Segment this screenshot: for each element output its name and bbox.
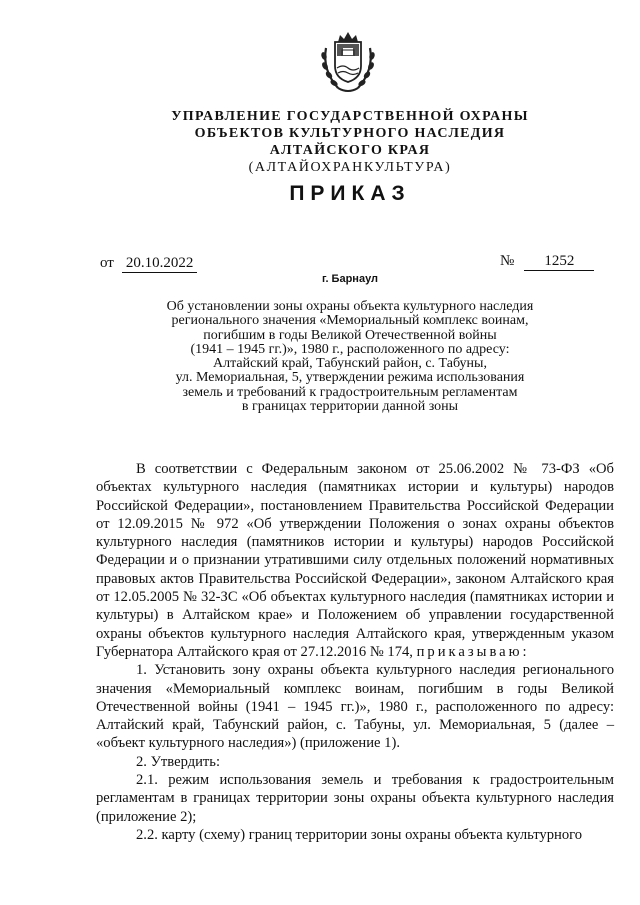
date-value: 20.10.2022 bbox=[122, 255, 198, 273]
item-2-2-paragraph: 2.2. карту (схему) границ территории зоны охраны объекта культурного bbox=[136, 826, 583, 843]
city-name: г. Барнаул bbox=[321, 273, 379, 285]
date-field bbox=[100, 255, 197, 273]
order-body bbox=[96, 460, 614, 844]
item-2-paragraph: 2. Утвердить: bbox=[136, 753, 221, 770]
item-2-1-paragraph: 2.1. режим использования земель и требования к градостроительным регламентам в границах территории зоны охраны объекта культурного наследия (приложение 2); bbox=[96, 772, 614, 825]
preamble-text: В соответствии с Федеральным законом от 25.06.2002 № 73-ФЗ «Об объектах культурного наследия (памятниках истории и культуры) народов Российской Федерации», постановлением Правительства Российской Федерации от 12.09.2015 № 972 «Об утверждении Положения о зонах охраны объектов культурного наследия (памятников истории и культуры) народов Российской Федерации и о признании утратившими силу отдельных положений нормативных правовых актов Правительства Российской Федерации», законом Алтайского края от 12.05.2005 № 32-ЗС «Об объектах культурного наследия (памятниках истории и культуры) в Алтайском крае» и Положением об управлении государственной охраны объектов культурного наследия Алтайского края, утвержденным указом Губернатора Алтайского края от 27.12.2016 № 174, bbox=[96, 461, 614, 660]
org-line-1: УПРАВЛЕНИЕ ГОСУДАРСТВЕННОЙ ОХРАНЫ bbox=[171, 109, 529, 124]
number-field bbox=[500, 253, 594, 271]
number-label: № bbox=[500, 253, 515, 269]
subject-line: регионального значения «Мемориальный комплекс воинам, bbox=[171, 313, 529, 329]
subject-line: земель и требований к градостроительным регламентам bbox=[182, 384, 518, 400]
number-value: 1252 bbox=[524, 253, 594, 271]
subject-line: Об установлении зоны охраны объекта культурного наследия bbox=[166, 299, 534, 314]
organization-name bbox=[140, 108, 560, 176]
subject-line: ул. Мемориальная, 5, утверждении режима использования bbox=[175, 370, 525, 386]
subject-line: (1941 – 1945 гг.)», 1980 г., расположенного по адресу: bbox=[190, 341, 510, 357]
org-line-3: АЛТАЙСКОГО КРАЯ bbox=[269, 143, 431, 158]
document-type-title: ПРИКАЗ bbox=[289, 182, 411, 205]
item-1-paragraph: 1. Установить зону охраны объекта культурного наследия регионального значения «Мемориальный комплекс воинам, погибшим в годы Великой Отечественной войны (1941 – 1945 гг.)», 1980 г., расположенного по адресу: Алтайский край, Табунский район, с. Табуны, ул. Мемориальная, 5 (далее – «объект культурного наследия») (приложение 1). bbox=[96, 662, 614, 752]
date-label: от bbox=[100, 255, 114, 271]
subject-line: в границах территории данной зоны bbox=[241, 399, 459, 415]
order-subject bbox=[150, 300, 550, 414]
org-line-2: ОБЪЕКТОВ КУЛЬТУРНОГО НАСЛЕДИЯ bbox=[194, 126, 506, 141]
org-abbreviation: (АЛТАЙОХРАНКУЛЬТУРА) bbox=[248, 160, 452, 175]
subject-line: погибшим в годы Великой Отечественной войны bbox=[203, 327, 497, 343]
preamble-paragraph bbox=[96, 460, 614, 661]
subject-line: Алтайский край, Табунский район, с. Табуны, bbox=[213, 356, 487, 372]
order-word: приказываю: bbox=[416, 643, 530, 660]
coat-of-arms-icon bbox=[318, 30, 378, 96]
